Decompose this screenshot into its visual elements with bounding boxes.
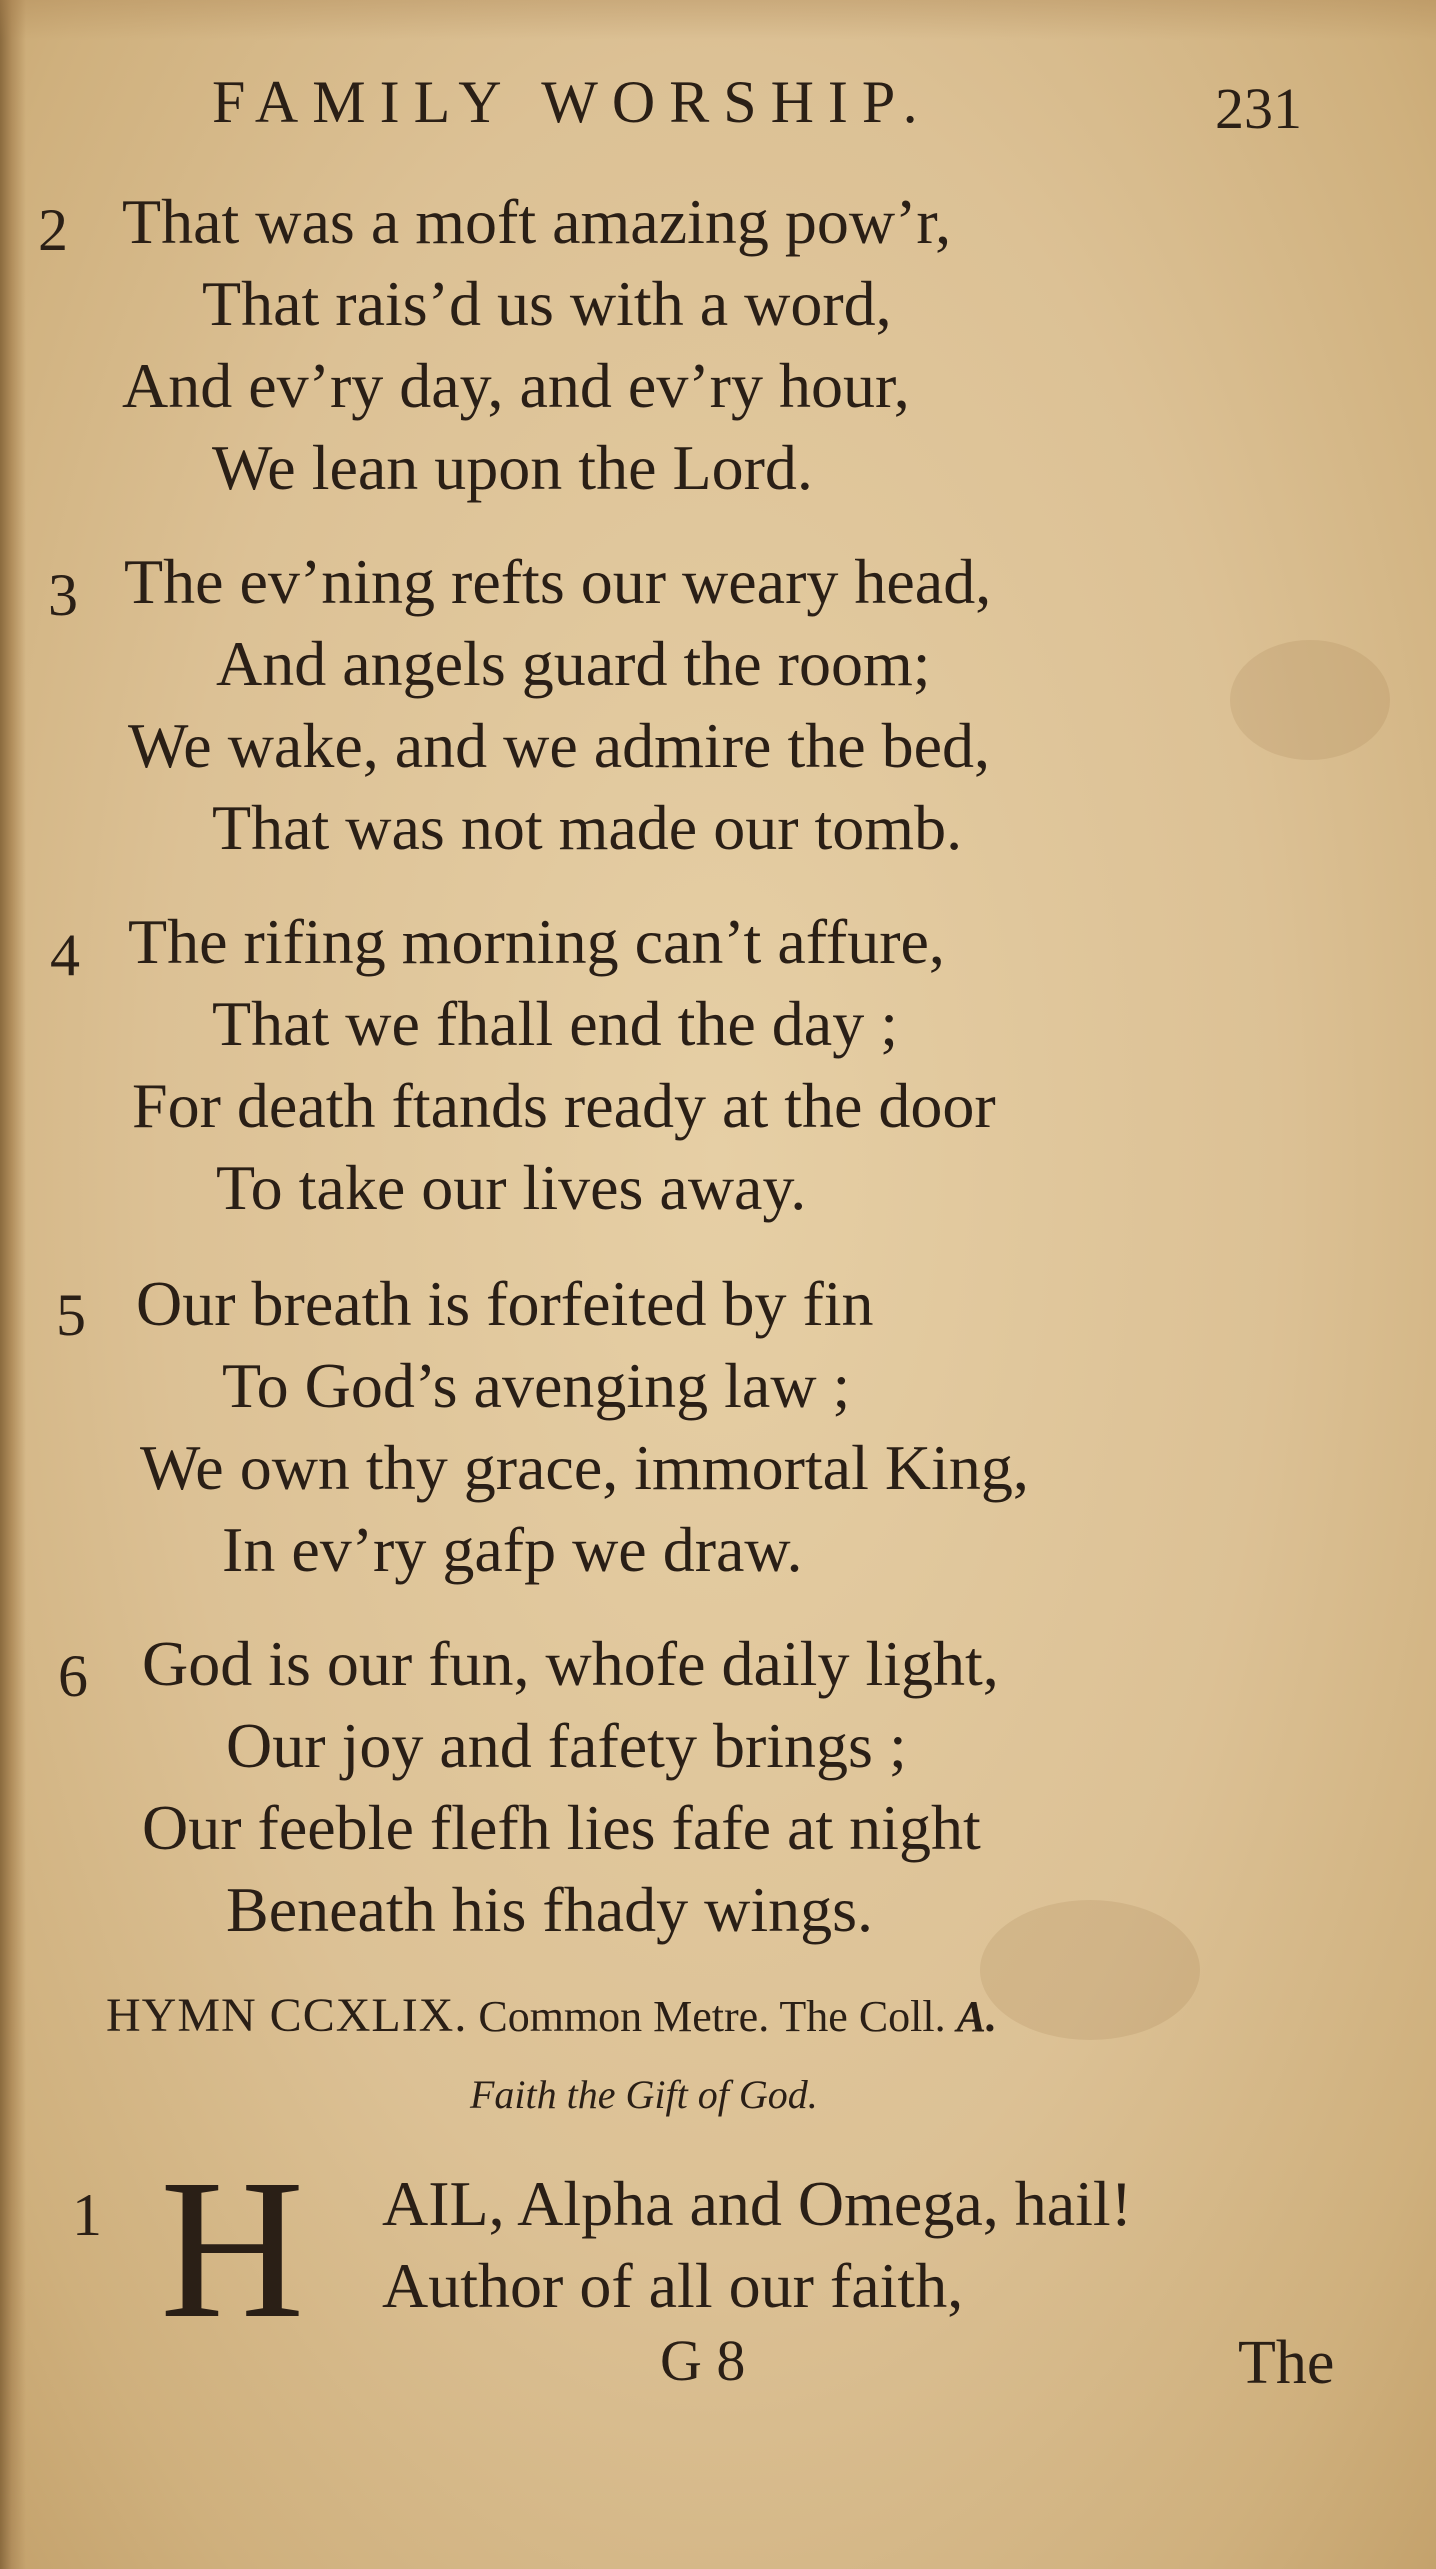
stanza-number: 2 — [38, 197, 68, 263]
verse-line: Our feeble flefh lies fafe at night — [142, 1792, 981, 1863]
verse-line: To take our lives away. — [216, 1152, 807, 1223]
verse-line: To God’s avenging law ; — [222, 1350, 851, 1421]
verse-line: In ev’ry gafp we draw. — [222, 1514, 803, 1585]
verse-line: The rifing morning can’t affure, — [128, 906, 945, 977]
hymn-metre: Common Metre. — [478, 1992, 770, 2041]
stanza-number: 1 — [72, 2182, 102, 2248]
verse-line: Our joy and fafety brings ; — [226, 1710, 907, 1781]
hymn-collection: The Coll. — [779, 1992, 946, 2041]
paper-stain — [980, 1900, 1200, 2040]
page-number: 231 — [1215, 76, 1302, 141]
verse-line: We wake, and we admire the bed, — [128, 710, 991, 781]
stanza-number: 3 — [48, 562, 78, 628]
verse-line: We lean upon the Lord. — [212, 432, 813, 503]
verse-line: That was not made our tomb. — [212, 792, 963, 863]
verse-line: The ev’ning refts our weary head, — [124, 546, 992, 617]
verse-line: That rais’d us with a word, — [202, 268, 892, 339]
verse-line: And ev’ry day, and ev’ry hour, — [122, 350, 910, 421]
drop-cap: H — [160, 2139, 305, 2360]
verse-line: Beneath his fhady wings. — [226, 1874, 873, 1945]
verse-line: God is our fun, whofe daily light, — [142, 1628, 999, 1699]
catchword: The — [1238, 2329, 1335, 2397]
verse-line: Author of all our faith, — [382, 2250, 964, 2321]
verse-line: AIL, Alpha and Omega, hail! — [382, 2168, 1132, 2239]
stanza-number: 5 — [56, 1282, 86, 1348]
signature-mark: G 8 — [660, 2328, 746, 2393]
verse-line: Our breath is forfeited by fin — [136, 1268, 874, 1339]
paper-stain — [1230, 640, 1390, 760]
stanza-number: 6 — [58, 1643, 88, 1709]
verse-line: And angels guard the room; — [216, 628, 931, 699]
verse-line: That we fhall end the day ; — [212, 988, 898, 1059]
verse-line: That was a moft amazing pow’r, — [122, 186, 952, 257]
hymn-subtitle: Faith the Gift of God. — [470, 2072, 818, 2117]
hymn-heading — [106, 1989, 997, 2042]
running-head-title: FAMILY WORSHIP. — [212, 69, 932, 135]
verse-line: We own thy grace, immortal King, — [140, 1432, 1029, 1503]
stanza-number: 4 — [50, 922, 80, 988]
hymn-label: HYMN CCXLIX. — [106, 1989, 468, 2042]
hymn-collection-letter: A. — [956, 1992, 997, 2041]
verse-line: For death ftands ready at the door — [132, 1070, 996, 1141]
